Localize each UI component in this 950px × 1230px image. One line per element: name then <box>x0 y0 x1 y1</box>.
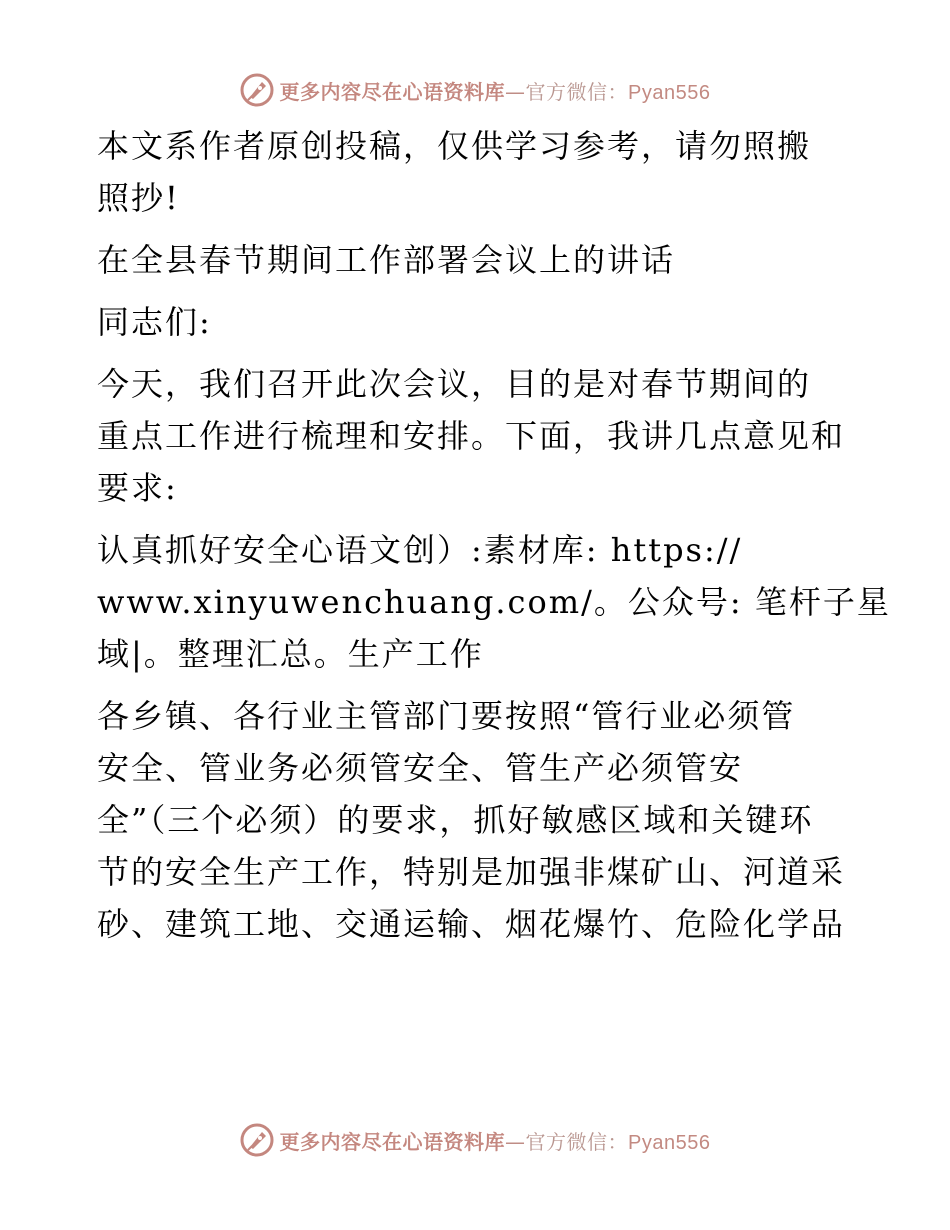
document-title <box>97 234 857 286</box>
section-heading-paragraph <box>97 524 891 680</box>
text-line: 节的安全生产工作，特别是加强非煤矿山、河道采 <box>97 853 846 891</box>
text-line: 全”（三个必须）的要求，抓好敏感区域和关键环 <box>97 801 814 839</box>
pen-nib-logo-icon <box>240 1123 274 1157</box>
text-line: 安全、管业务必须管安全、管生产必须管安 <box>97 749 744 787</box>
watermark-wechat-id: Pyan556 <box>628 81 711 104</box>
text-line: 照抄! <box>97 179 180 217</box>
text-line: 各乡镇、各行业主管部门要按照“管行业必须管 <box>97 697 796 735</box>
watermark-sub: 官方微信： <box>525 1129 629 1154</box>
watermark-wechat-id: Pyan556 <box>628 1131 711 1154</box>
text-line: 同志们: <box>97 303 212 341</box>
text-line: 砂、建筑工地、交通运输、烟花爆竹、危险化学品 <box>97 905 846 943</box>
salutation <box>97 296 857 348</box>
pen-nib-logo-icon <box>240 73 274 107</box>
document-body <box>97 120 891 950</box>
text-line: 本文系作者原创投稿，仅供学习参考，请勿照搬 <box>97 127 812 165</box>
watermark-brand: 更多内容尽在心语资料库 <box>279 1129 506 1154</box>
body-paragraph <box>97 690 857 950</box>
notice-paragraph <box>97 120 857 224</box>
watermark-separator: — <box>505 79 526 104</box>
text-line: 域|。整理汇总。生产工作 <box>97 635 484 673</box>
watermark-footer <box>0 1120 950 1160</box>
intro-paragraph <box>97 358 857 514</box>
watermark-separator: — <box>505 1129 526 1154</box>
watermark-header <box>0 70 950 110</box>
text-line: 重点工作进行梳理和安排。下面，我讲几点意见和 <box>97 417 846 455</box>
text-line: 要求: <box>97 469 178 507</box>
text-line: 认真抓好安全心语文创）:素材库: https:// <box>97 531 743 569</box>
watermark-text <box>280 76 711 105</box>
watermark-text <box>280 1126 711 1155</box>
watermark-sub: 官方微信： <box>525 79 629 104</box>
text-line: www.xinyuwenchuang.com/。公众号: 笔杆子星 <box>97 583 891 621</box>
text-line: 今天，我们召开此次会议，目的是对春节期间的 <box>97 365 812 403</box>
watermark-brand: 更多内容尽在心语资料库 <box>279 79 506 104</box>
text-line: 在全县春节期间工作部署会议上的讲话 <box>97 241 676 279</box>
